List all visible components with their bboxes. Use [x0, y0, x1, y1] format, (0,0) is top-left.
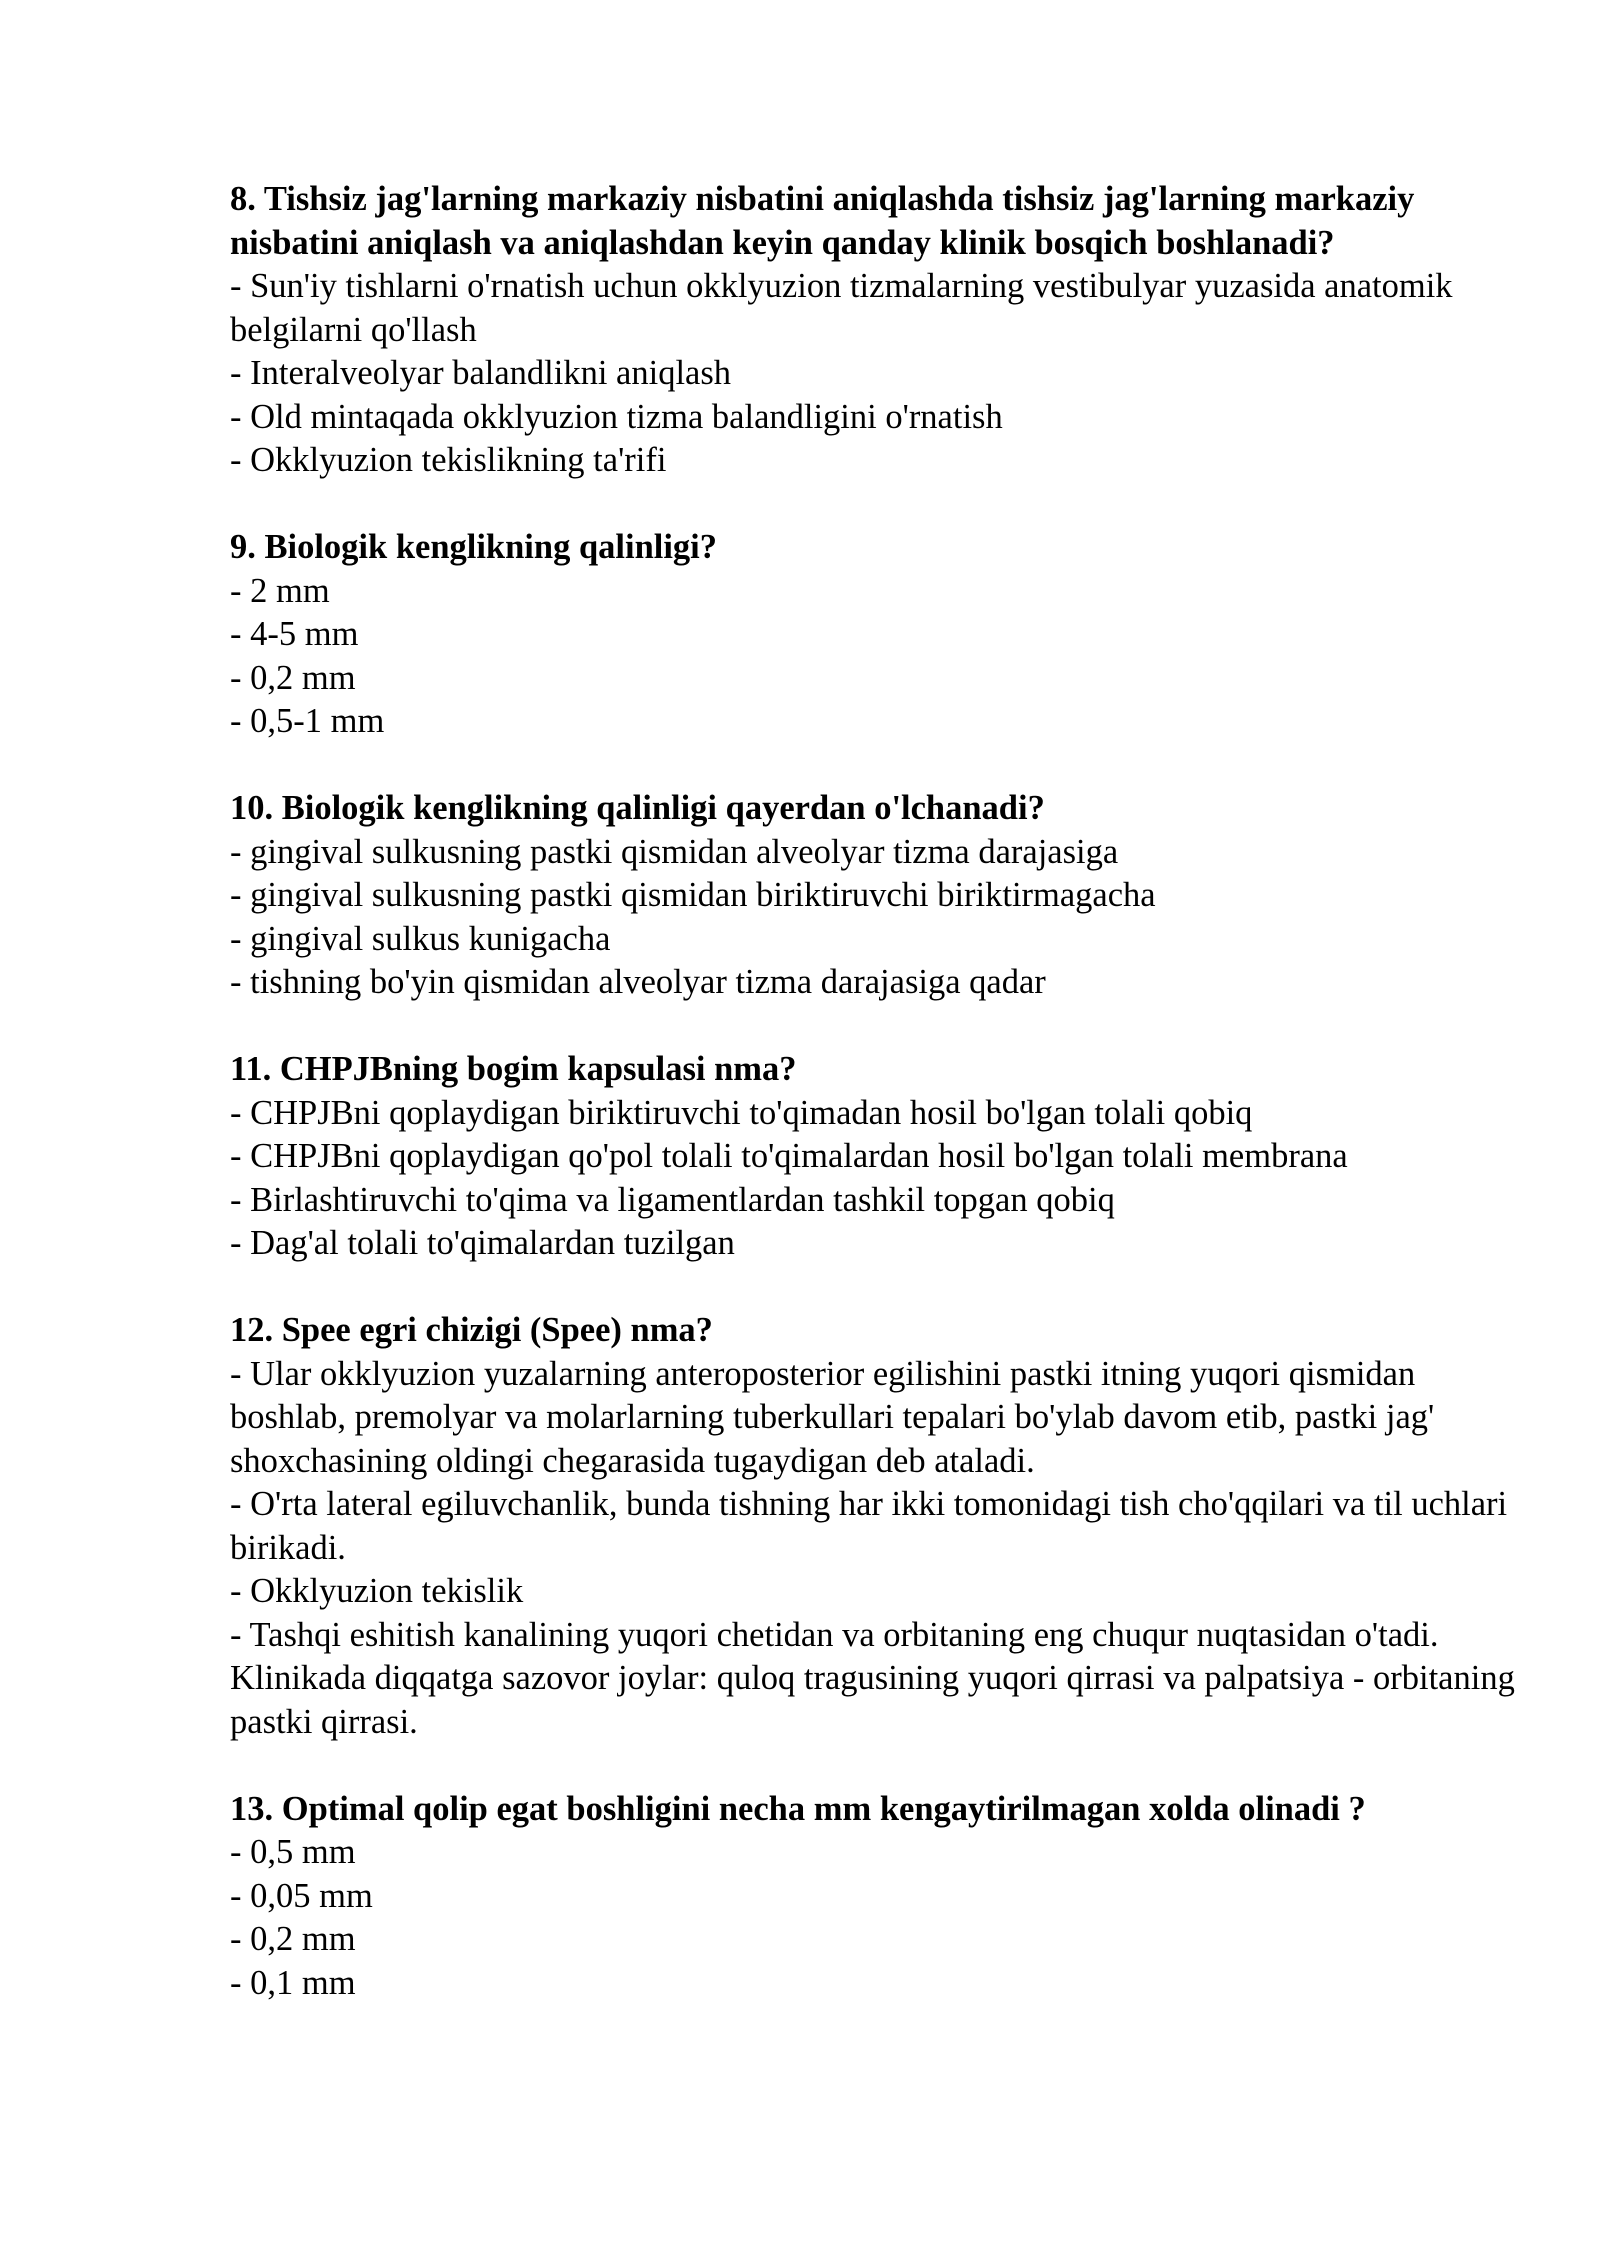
question-8	[230, 178, 1530, 483]
question-title: 11. CHPJBning bogim kapsulasi nma?	[230, 1050, 797, 1088]
answer-option: - Interalveolyar balandlikni aniqlash	[230, 354, 732, 392]
question-title: 12. Spee egri chizigi (Spee) nma?	[230, 1311, 713, 1349]
answer-option: - 0,05 mm	[230, 1876, 373, 1915]
answer-option: - gingival sulkusning pastki qismidan biriktiruvchi biriktirmagacha	[230, 876, 1156, 914]
answer-option: - 0,2 mm	[230, 658, 356, 697]
answer-option: - Old mintaqada okklyuzion tizma balandligini o'rnatish	[230, 397, 1003, 436]
question-11	[230, 1048, 1530, 1266]
answer-option: - 4-5 mm	[230, 615, 359, 653]
question-title: 10. Biologik kenglikning qalinligi qayerdan o'lchanadi?	[230, 789, 1045, 827]
answer-option: - CHPJBni qoplaydigan biriktiruvchi to'qimadan hosil bo'lgan tolali qobiq	[230, 1093, 1253, 1132]
answer-option: - O'rta lateral egiluvchanlik, bunda tishning har ikki tomonidagi tish cho'qqilari va til uchlari birikadi.	[230, 1485, 1508, 1567]
answer-option: - gingival sulkusning pastki qismidan alveolyar tizma darajasiga	[230, 832, 1119, 871]
answer-option: - Dag'al tolali to'qimalardan tuzilgan	[230, 1224, 735, 1262]
answer-option: - 0,2 mm	[230, 1920, 356, 1958]
answer-option: - tishning bo'yin qismidan alveolyar tizma darajasiga qadar	[230, 963, 1046, 1001]
question-12	[230, 1309, 1530, 1744]
answer-option: - Tashqi eshitish kanalining yuqori chetidan va orbitaning eng chuqur nuqtasidan o'tadi. Klinikada diqqatga sazovor joylar: quloq tragusining yuqori qirrasi va palpatsiya - orbitaning pastki qirrasi.	[230, 1615, 1515, 1741]
answer-option: - Okklyuzion tekislikning ta'rifi	[230, 441, 667, 479]
question-title: 9. Biologik kenglikning qalinligi?	[230, 528, 718, 566]
question-list	[230, 178, 1530, 2049]
answer-option: - 0,1 mm	[230, 1963, 356, 2002]
question-10	[230, 787, 1530, 1005]
answer-option: - Ular okklyuzion yuzalarning anteroposterior egilishini pastki itning yuqori qismidan boshlab, premolyar va molarlarning tuberkullari tepalari bo'ylab davom etib, pastki jag' shoxchasining oldingi chegarasida tugaydigan deb ataladi.	[230, 1354, 1435, 1480]
answer-option: - Okklyuzion tekislik	[230, 1572, 524, 1610]
answer-option: - Sun'iy tishlarni o'rnatish uchun okklyuzion tizmalarning vestibulyar yuzasida anatomik belgilarni qo'llash	[230, 267, 1453, 349]
question-13	[230, 1788, 1530, 2006]
answer-option: - CHPJBni qoplaydigan qo'pol tolali to'qimalardan hosil bo'lgan tolali membrana	[230, 1137, 1348, 1175]
answer-option: - 2 mm	[230, 571, 330, 610]
question-title: 8. Tishsiz jag'larning markaziy nisbatini aniqlashda tishsiz jag'larning markaziy nisbatini aniqlash va aniqlashdan keyin qanday klinik bosqich boshlanadi?	[230, 180, 1415, 262]
answer-option: - Birlashtiruvchi to'qima va ligamentlardan tashkil topgan qobiq	[230, 1180, 1115, 1219]
answer-option: - gingival sulkus kunigacha	[230, 919, 611, 958]
question-title: 13. Optimal qolip egat boshligini necha mm kengaytirilmagan xolda olinadi ?	[230, 1789, 1366, 1828]
answer-option: - 0,5-1 mm	[230, 702, 385, 740]
answer-option: - 0,5 mm	[230, 1833, 356, 1871]
question-9	[230, 526, 1530, 744]
